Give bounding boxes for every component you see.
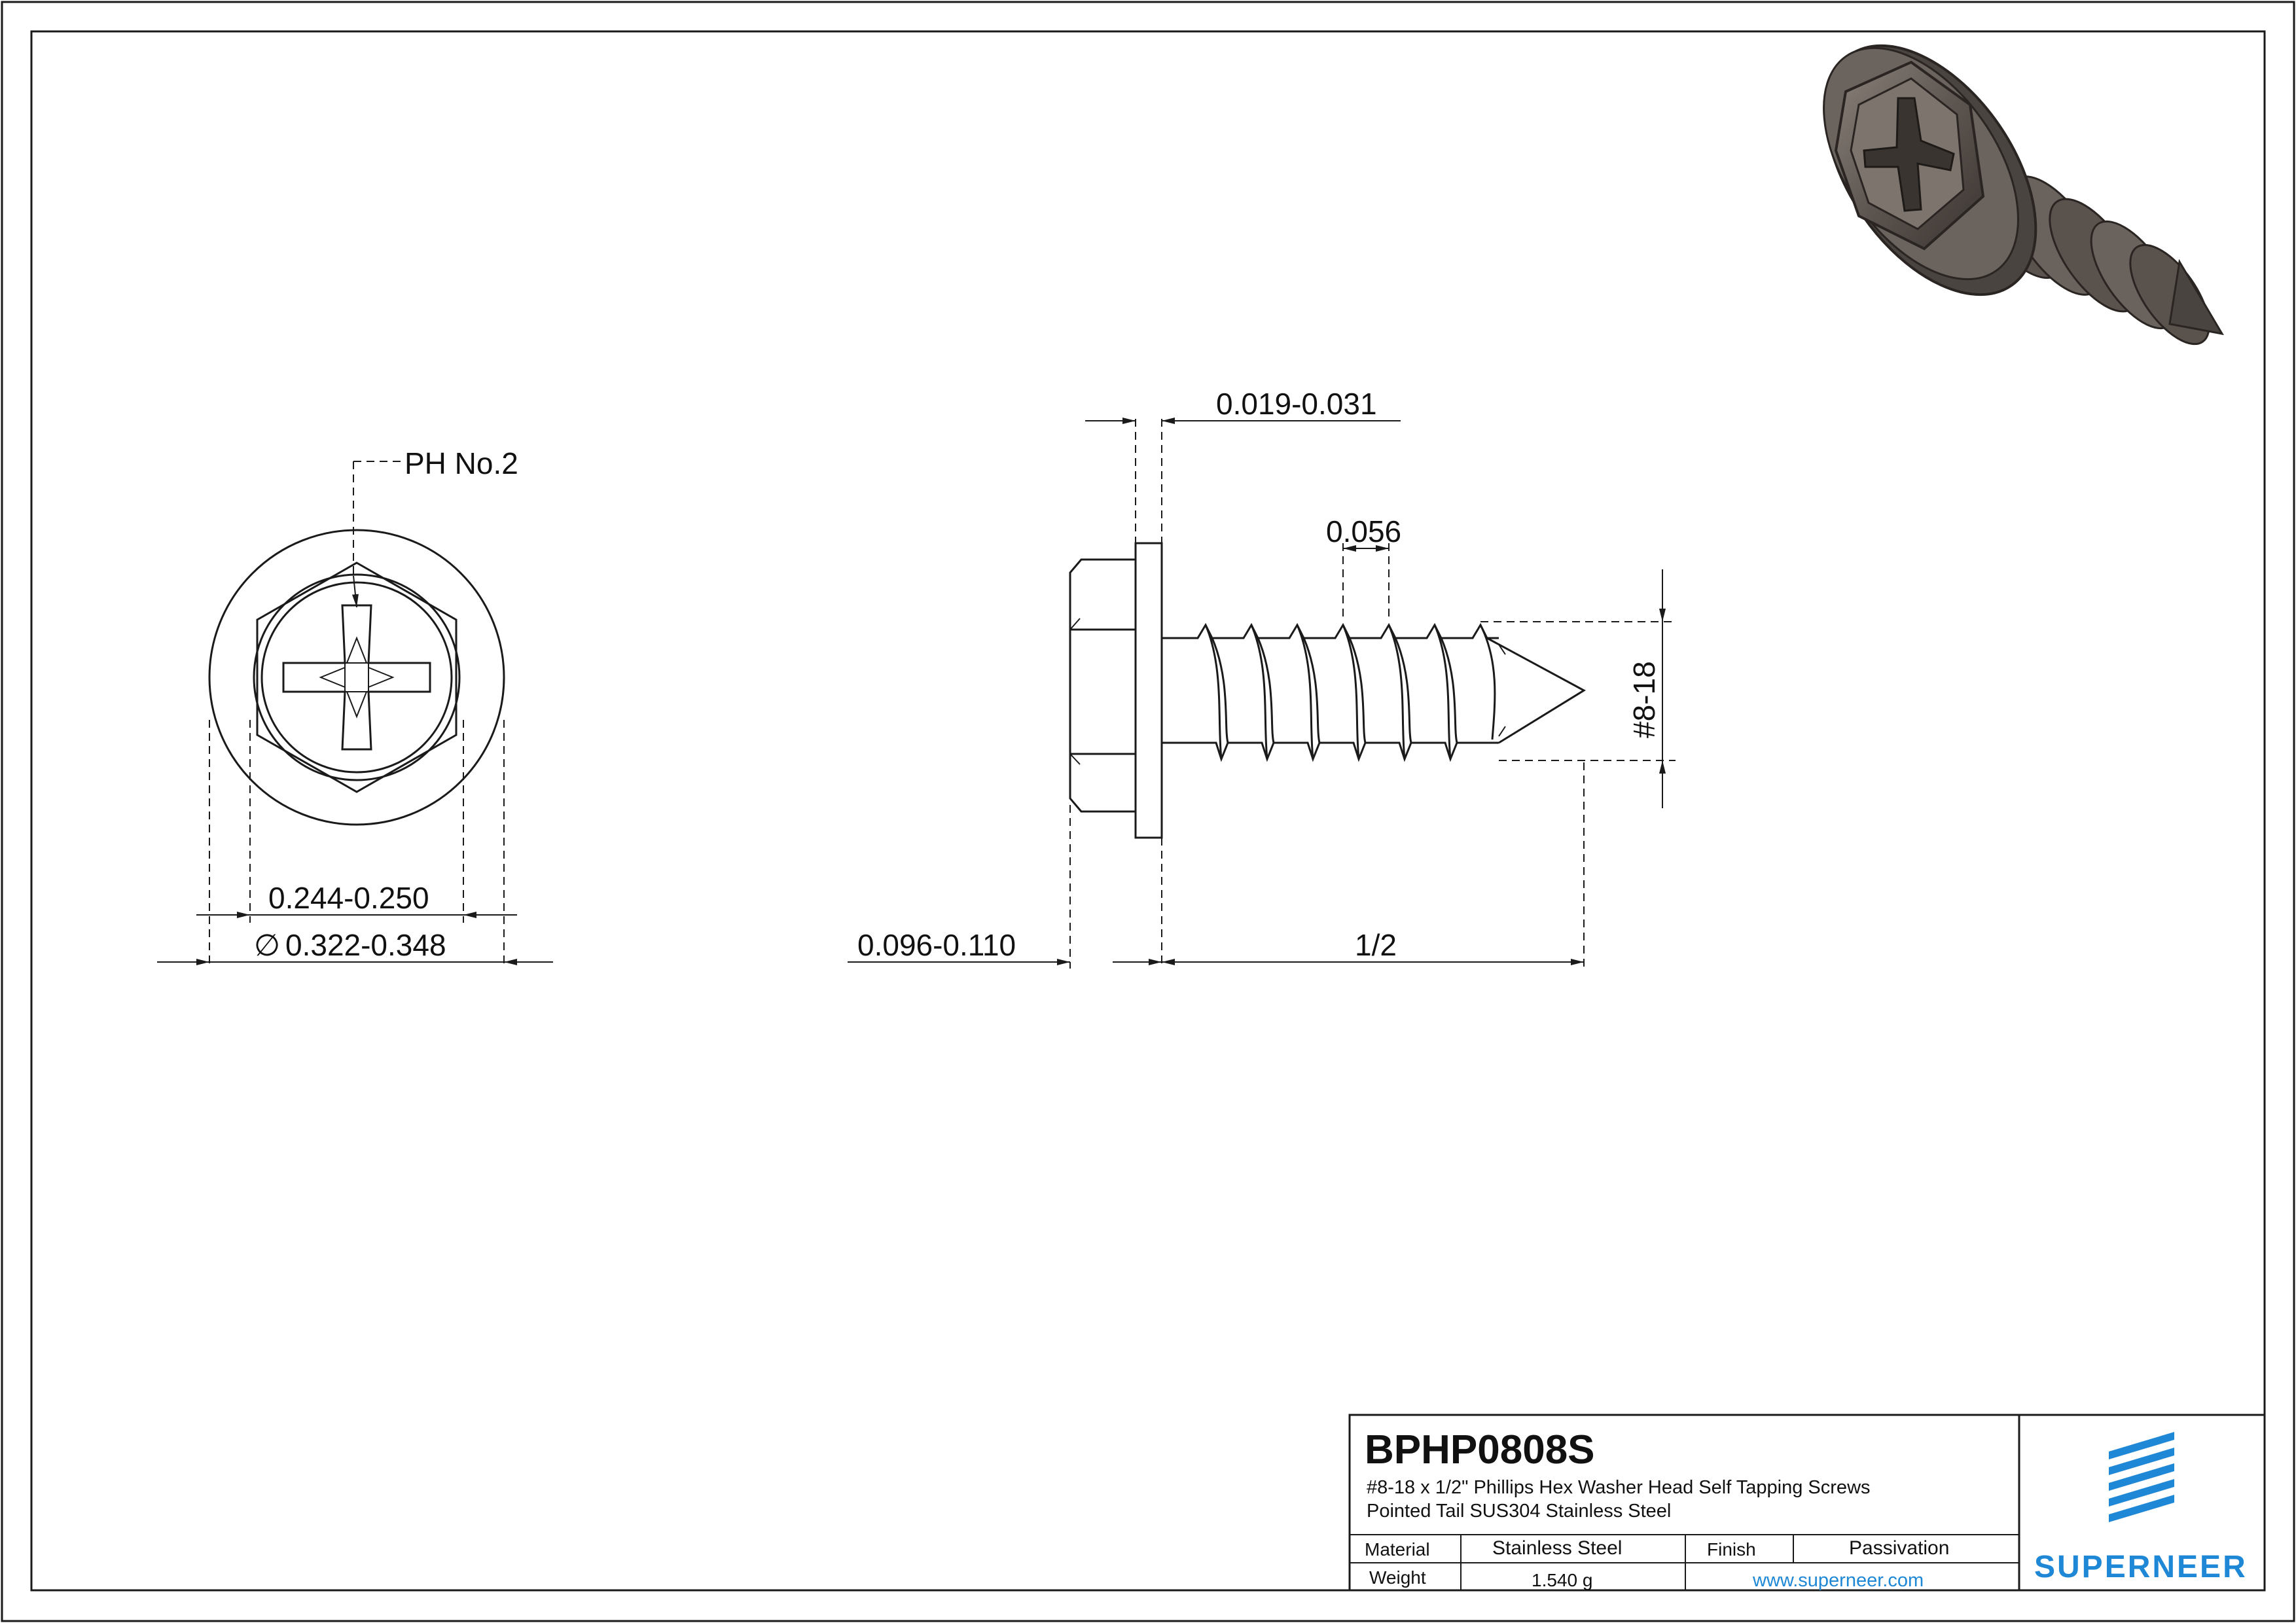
thread-pitch-dimension: 0.056 [1326,514,1402,548]
finish-value: Passivation [1849,1537,1950,1559]
length-dimension: 1/2 [1355,928,1397,962]
hex-width-dimension: 0.244-0.250 [268,881,429,915]
weight-value: 1.540 g [1532,1570,1593,1590]
website-link[interactable]: www.superneer.com [1753,1570,1924,1591]
brand-name: SUPERNEER [2034,1550,2248,1584]
washer-thickness-dimension: 0.019-0.031 [1216,387,1377,421]
diameter-symbol: ∅ [254,928,281,962]
pointed-tip [1487,638,1584,743]
hex-outline [257,563,456,792]
screw-3d-render [1783,8,2224,357]
description-line-1: #8-18 x 1/2" Phillips Hex Washer Head Self Tapping Screws [1367,1477,1871,1498]
washer-diameter-dimension: 0.322-0.348 [285,928,446,962]
material-label: Material [1365,1539,1430,1560]
description-line-2: Pointed Tail SUS304 Stainless Steel [1367,1501,1672,1522]
thread-profile [1162,625,1499,759]
part-number: BPHP0808S [1365,1427,1595,1472]
finish-label: Finish [1707,1539,1756,1560]
washer-flange [1136,543,1162,838]
head-height-dimension: 0.096-0.110 [857,928,1016,962]
drive-size-label: PH No.2 [404,446,518,480]
phillips-cross-outer [283,605,430,749]
side-view [848,419,1676,969]
head-circle-inner [262,582,452,772]
screw-size-dimension: #8-18 [1627,661,1661,738]
material-value: Stainless Steel [1492,1537,1623,1559]
superneer-stripes-logo-icon [2109,1432,2174,1522]
hex-head-side [1070,560,1136,812]
weight-label: Weight [1369,1567,1426,1588]
